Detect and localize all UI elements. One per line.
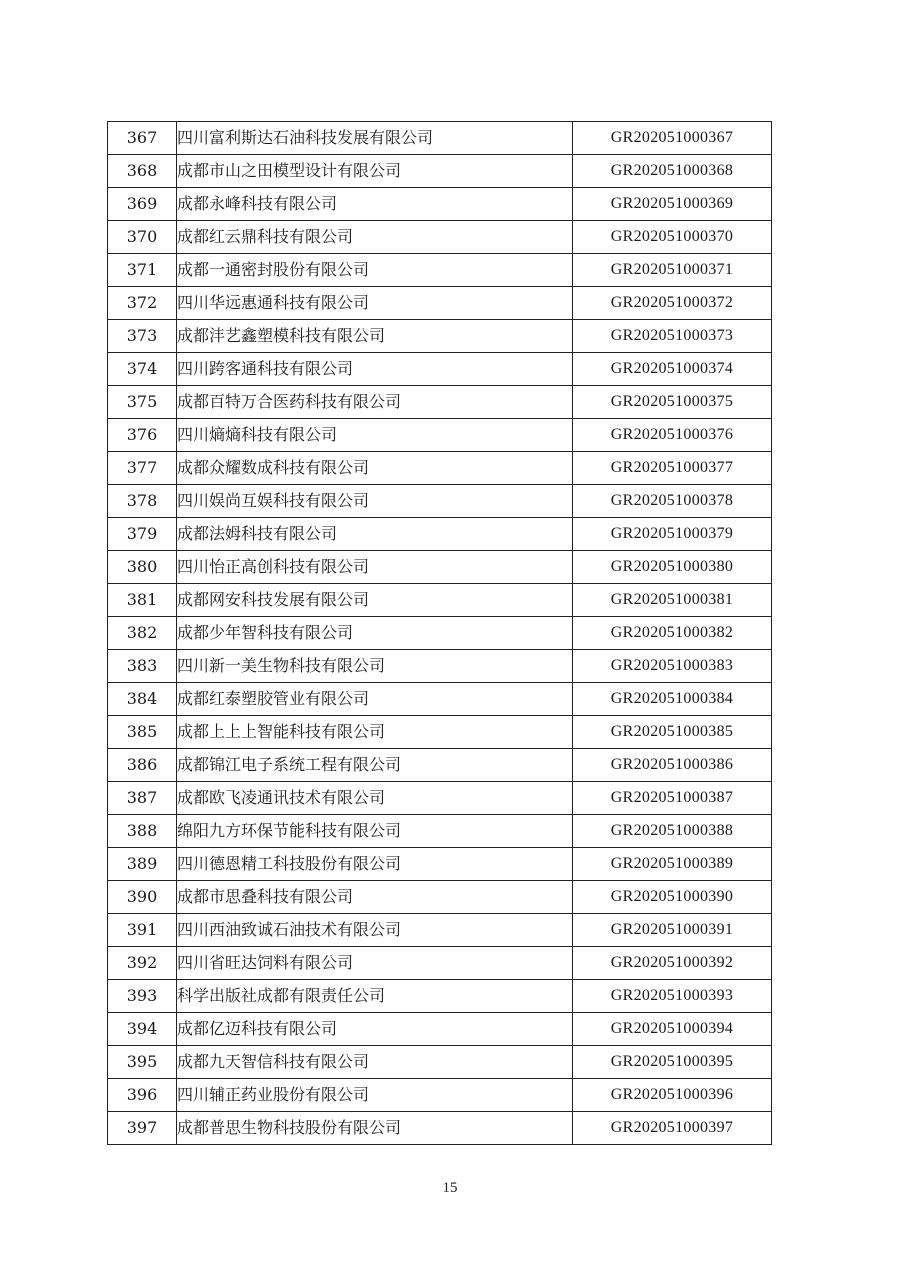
table-row xyxy=(108,947,772,980)
table-body xyxy=(108,122,772,1145)
company-name: 四川德恩精工科技股份有限公司 xyxy=(177,848,573,881)
table-row xyxy=(108,254,772,287)
table-row xyxy=(108,452,772,485)
certificate-number: GR202051000377 xyxy=(573,452,772,485)
table-row xyxy=(108,815,772,848)
certificate-number: GR202051000368 xyxy=(573,155,772,188)
company-name: 成都九天智信科技有限公司 xyxy=(177,1046,573,1079)
table-row xyxy=(108,518,772,551)
table-row xyxy=(108,419,772,452)
table-row xyxy=(108,1079,772,1112)
company-name: 成都上上上智能科技有限公司 xyxy=(177,716,573,749)
certificate-number: GR202051000378 xyxy=(573,485,772,518)
table-row xyxy=(108,155,772,188)
certificate-number: GR202051000391 xyxy=(573,914,772,947)
row-index: 369 xyxy=(108,188,177,221)
company-name: 四川辅正药业股份有限公司 xyxy=(177,1079,573,1112)
certificate-number: GR202051000387 xyxy=(573,782,772,815)
company-name: 四川华远惠通科技有限公司 xyxy=(177,287,573,320)
row-index: 367 xyxy=(108,122,177,155)
company-name: 成都法姆科技有限公司 xyxy=(177,518,573,551)
row-index: 370 xyxy=(108,221,177,254)
row-index: 383 xyxy=(108,650,177,683)
table-row xyxy=(108,980,772,1013)
company-name: 四川省旺达饲料有限公司 xyxy=(177,947,573,980)
row-index: 378 xyxy=(108,485,177,518)
certificate-number: GR202051000388 xyxy=(573,815,772,848)
row-index: 394 xyxy=(108,1013,177,1046)
company-name: 四川富利斯达石油科技发展有限公司 xyxy=(177,122,573,155)
row-index: 381 xyxy=(108,584,177,617)
certificate-number: GR202051000385 xyxy=(573,716,772,749)
certificate-number: GR202051000367 xyxy=(573,122,772,155)
table-row xyxy=(108,221,772,254)
table-row xyxy=(108,1112,772,1145)
certificate-number: GR202051000381 xyxy=(573,584,772,617)
certificate-number: GR202051000383 xyxy=(573,650,772,683)
row-index: 371 xyxy=(108,254,177,287)
row-index: 380 xyxy=(108,551,177,584)
company-name: 成都红云鼎科技有限公司 xyxy=(177,221,573,254)
company-name: 绵阳九方环保节能科技有限公司 xyxy=(177,815,573,848)
row-index: 396 xyxy=(108,1079,177,1112)
table-row xyxy=(108,188,772,221)
table-row xyxy=(108,386,772,419)
certificate-number: GR202051000373 xyxy=(573,320,772,353)
table-row xyxy=(108,584,772,617)
table-row xyxy=(108,485,772,518)
row-index: 372 xyxy=(108,287,177,320)
certificate-number: GR202051000397 xyxy=(573,1112,772,1145)
table-row xyxy=(108,782,772,815)
table-row xyxy=(108,617,772,650)
company-name: 科学出版社成都有限责任公司 xyxy=(177,980,573,1013)
certificate-number: GR202051000382 xyxy=(573,617,772,650)
certificate-number: GR202051000393 xyxy=(573,980,772,1013)
company-name: 成都少年智科技有限公司 xyxy=(177,617,573,650)
company-name: 四川熵熵科技有限公司 xyxy=(177,419,573,452)
company-name: 成都亿迈科技有限公司 xyxy=(177,1013,573,1046)
table-row xyxy=(108,1013,772,1046)
row-index: 395 xyxy=(108,1046,177,1079)
certificate-number: GR202051000374 xyxy=(573,353,772,386)
company-name: 四川怡正高创科技有限公司 xyxy=(177,551,573,584)
company-table xyxy=(107,121,772,1145)
company-name: 成都普思生物科技股份有限公司 xyxy=(177,1112,573,1145)
company-name: 成都永峰科技有限公司 xyxy=(177,188,573,221)
table-row xyxy=(108,650,772,683)
company-name: 四川娱尚互娱科技有限公司 xyxy=(177,485,573,518)
certificate-number: GR202051000372 xyxy=(573,287,772,320)
certificate-number: GR202051000392 xyxy=(573,947,772,980)
table-row xyxy=(108,914,772,947)
company-name: 成都锦江电子系统工程有限公司 xyxy=(177,749,573,782)
certificate-number: GR202051000389 xyxy=(573,848,772,881)
company-name: 四川跨客通科技有限公司 xyxy=(177,353,573,386)
row-index: 375 xyxy=(108,386,177,419)
company-name: 成都网安科技发展有限公司 xyxy=(177,584,573,617)
table-row xyxy=(108,683,772,716)
row-index: 376 xyxy=(108,419,177,452)
row-index: 382 xyxy=(108,617,177,650)
table-row xyxy=(108,848,772,881)
row-index: 386 xyxy=(108,749,177,782)
company-name: 四川新一美生物科技有限公司 xyxy=(177,650,573,683)
table-row xyxy=(108,353,772,386)
certificate-number: GR202051000369 xyxy=(573,188,772,221)
certificate-number: GR202051000376 xyxy=(573,419,772,452)
table-row xyxy=(108,716,772,749)
certificate-number: GR202051000396 xyxy=(573,1079,772,1112)
row-index: 387 xyxy=(108,782,177,815)
row-index: 379 xyxy=(108,518,177,551)
row-index: 390 xyxy=(108,881,177,914)
table-row xyxy=(108,320,772,353)
table-row xyxy=(108,287,772,320)
row-index: 389 xyxy=(108,848,177,881)
company-name: 成都市山之田模型设计有限公司 xyxy=(177,155,573,188)
company-name: 成都百特万合医药科技有限公司 xyxy=(177,386,573,419)
certificate-number: GR202051000371 xyxy=(573,254,772,287)
table-row xyxy=(108,551,772,584)
company-name: 成都众耀数成科技有限公司 xyxy=(177,452,573,485)
certificate-number: GR202051000379 xyxy=(573,518,772,551)
certificate-number: GR202051000384 xyxy=(573,683,772,716)
table-row xyxy=(108,122,772,155)
certificate-number: GR202051000395 xyxy=(573,1046,772,1079)
row-index: 397 xyxy=(108,1112,177,1145)
row-index: 377 xyxy=(108,452,177,485)
certificate-number: GR202051000390 xyxy=(573,881,772,914)
row-index: 391 xyxy=(108,914,177,947)
row-index: 385 xyxy=(108,716,177,749)
company-name: 成都一通密封股份有限公司 xyxy=(177,254,573,287)
table-row xyxy=(108,1046,772,1079)
company-name: 成都沣艺鑫塑模科技有限公司 xyxy=(177,320,573,353)
row-index: 384 xyxy=(108,683,177,716)
certificate-number: GR202051000394 xyxy=(573,1013,772,1046)
certificate-number: GR202051000375 xyxy=(573,386,772,419)
company-name: 成都欧飞凌通讯技术有限公司 xyxy=(177,782,573,815)
page-number: 15 xyxy=(442,1180,458,1196)
company-name: 四川西油致诚石油技术有限公司 xyxy=(177,914,573,947)
row-index: 374 xyxy=(108,353,177,386)
row-index: 373 xyxy=(108,320,177,353)
row-index: 393 xyxy=(108,980,177,1013)
row-index: 388 xyxy=(108,815,177,848)
table-row xyxy=(108,749,772,782)
company-name: 成都红泰塑胶管业有限公司 xyxy=(177,683,573,716)
certificate-number: GR202051000380 xyxy=(573,551,772,584)
certificate-number: GR202051000370 xyxy=(573,221,772,254)
row-index: 368 xyxy=(108,155,177,188)
certificate-number: GR202051000386 xyxy=(573,749,772,782)
company-name: 成都市思叠科技有限公司 xyxy=(177,881,573,914)
table-row xyxy=(108,881,772,914)
row-index: 392 xyxy=(108,947,177,980)
